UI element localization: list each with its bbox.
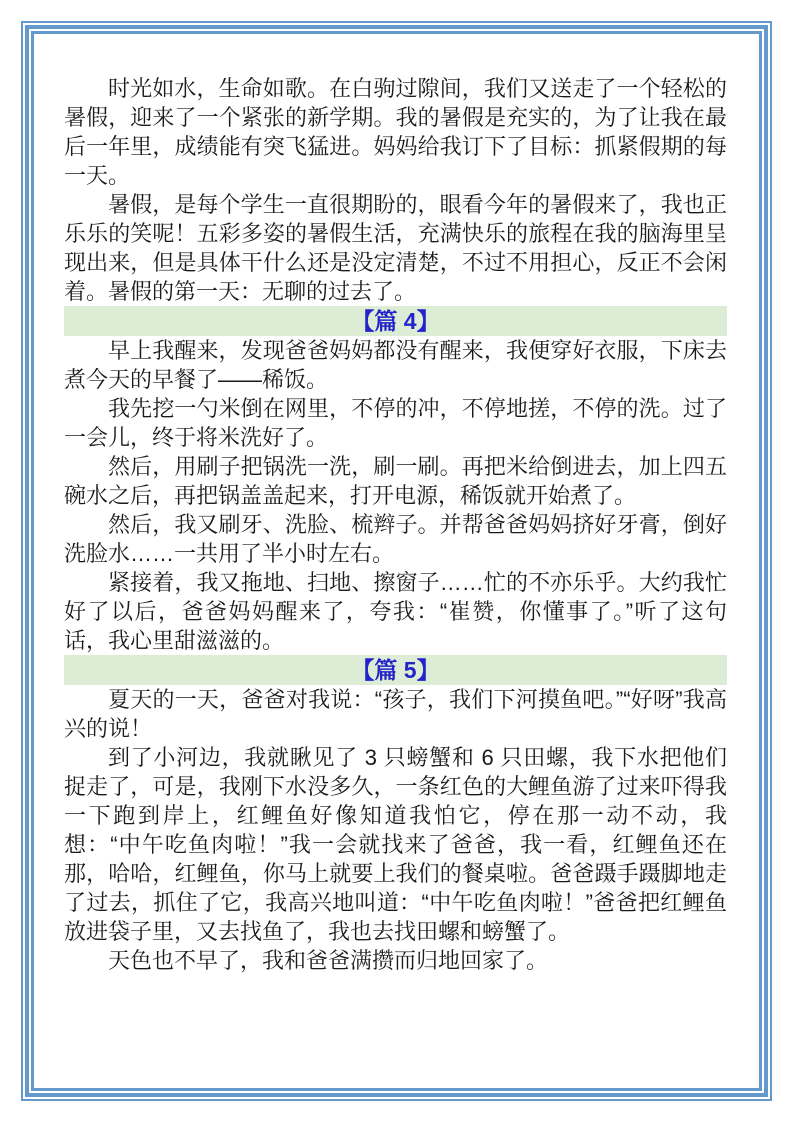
paragraph-essay5-1: 夏天的一天，爸爸对我说：“孩子，我们下河摸鱼吧。”“好呀”我高兴的说！ — [64, 687, 727, 741]
paragraph-intro-2: 暑假，是每个学生一直很期盼的，眼看今年的暑假来了，我也正乐乐的笑呢！五彩多姿的暑假生活，充满快乐的旅程在我的脑海里呈现出来，但是具体干什么还是没定清楚，不过不用担心，反正不会闲着。暑假的第一天：无聊的过去了。 — [64, 192, 727, 304]
section-header-essay-4: 【篇 4】 — [64, 306, 727, 336]
paragraph-essay5-3: 天色也不早了，我和爸爸满攒而归地回家了。 — [108, 948, 549, 973]
paragraph-intro-1: 时光如水，生命如歌。在白驹过隙间，我们又送走了一个轻松的暑假，迎来了一个紧张的新学期。我的暑假是充实的，为了让我在最后一年里，成绩能有突飞猛进。妈妈给我订下了目标：抓紧假期的每一天。 — [64, 76, 727, 188]
document-body — [64, 74, 727, 975]
paragraph-essay4-1: 早上我醒来，发现爸爸妈妈都没有醒来，我便穿好衣服，下床去煮今天的早餐了——稀饭。 — [64, 338, 727, 392]
paragraph-essay4-3: 然后，用刷子把锅洗一洗，刷一刷。再把米给倒进去，加上四五碗水之后，再把锅盖盖起来，打开电源，稀饭就开始煮了。 — [64, 454, 727, 508]
paragraph-essay4-4: 然后，我又刷牙、洗脸、梳辫子。并帮爸爸妈妈挤好牙膏，倒好洗脸水……一共用了半小时左右。 — [64, 512, 727, 566]
paragraph-essay5-2: 到了小河边，我就瞅见了 3 只螃蟹和 6 只田螺，我下水把他们捉走了，可是，我刚下水没多久，一条红色的大鲤鱼游了过来吓得我一下跑到岸上，红鲤鱼好像知道我怕它，停在那一动不动，我想：“中午吃鱼肉啦！”我一会就找来了爸爸，我一看，红鲤鱼还在那，哈哈，红鲤鱼，你马上就要上我们的餐桌啦。爸爸蹑手蹑脚地走了过去，抓住了它，我高兴地叫道：“中午吃鱼肉啦！”爸爸把红鲤鱼放进袋子里，又去找鱼了，我也去找田螺和螃蟹了。 — [64, 745, 727, 944]
paragraph-essay4-5: 紧接着，我又拖地、扫地、擦窗子……忙的不亦乐乎。大约我忙好了以后，爸爸妈妈醒来了，夸我：“崔赞，你懂事了。”听了这句话，我心里甜滋滋的。 — [64, 570, 727, 653]
paragraph-essay4-2: 我先挖一勺米倒在网里，不停的冲，不停地搓，不停的洗。过了一会儿，终于将米洗好了。 — [64, 396, 727, 450]
section-header-essay-5: 【篇 5】 — [64, 655, 727, 685]
